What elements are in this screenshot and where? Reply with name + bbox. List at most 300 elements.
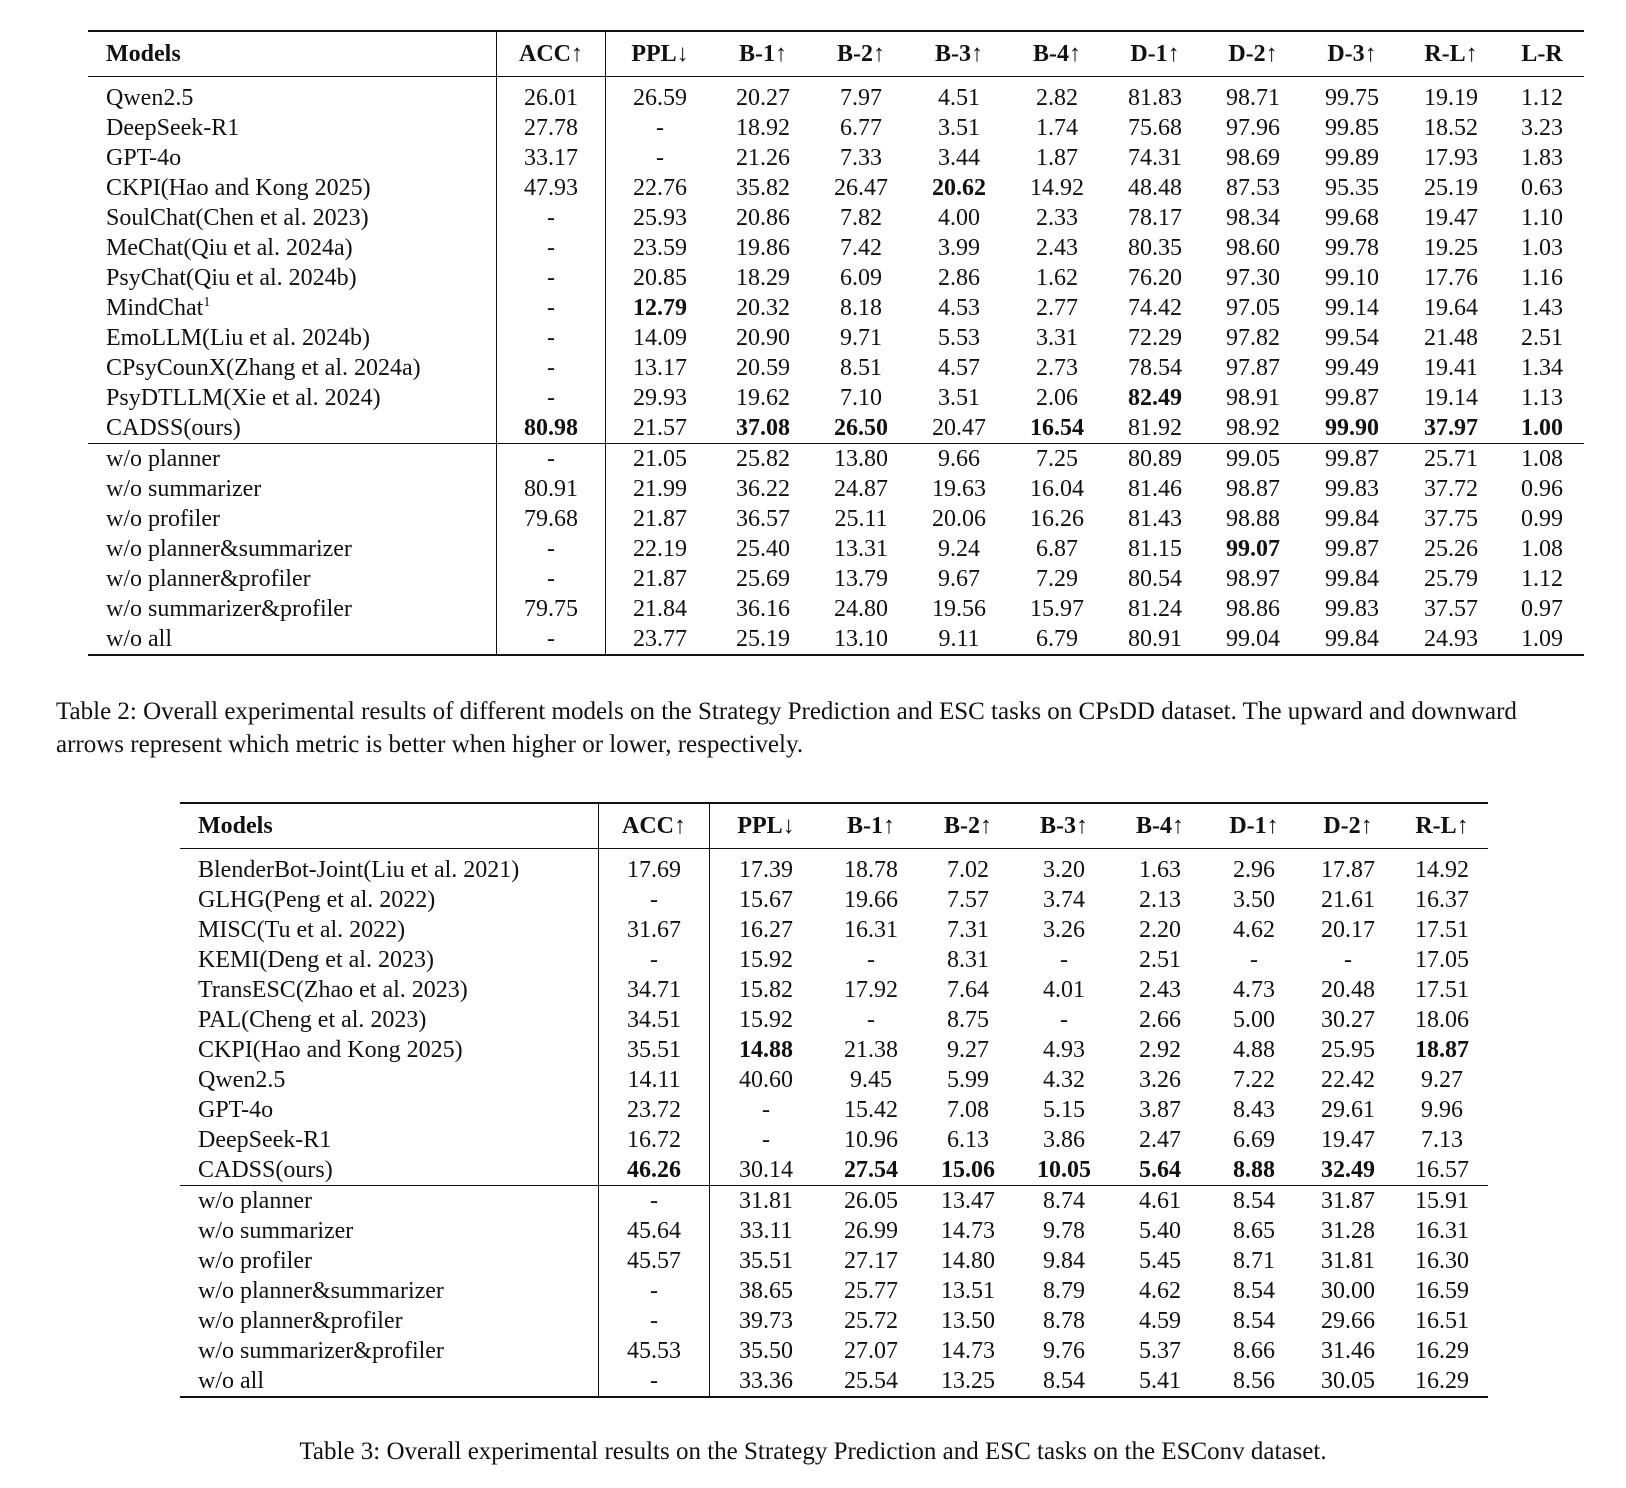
model-name-cell [88, 564, 497, 594]
model-name: GLHG(Peng et al. 2022) [198, 887, 436, 913]
metric-cell: 4.73 [1233, 977, 1275, 1003]
metric-cell: 4.00 [938, 205, 980, 231]
metric-cell: 4.32 [1043, 1067, 1085, 1093]
metric-cell: 17.87 [1321, 857, 1375, 883]
metric-cell: 3.20 [1043, 857, 1085, 883]
metric-cell: 1.12 [1521, 85, 1563, 111]
metric-cell: 26.01 [497, 77, 606, 114]
metric-cell: 14.80 [941, 1248, 995, 1274]
metric-cell: 26.50 [834, 415, 888, 441]
model-name-cell [88, 534, 497, 564]
table-row [88, 474, 1584, 504]
metric-cell: 15.97 [1030, 596, 1084, 622]
column-header: Models [88, 31, 497, 77]
metric-cell: 3.23 [1521, 115, 1563, 141]
table-row [180, 1065, 1488, 1095]
metric-cell: 87.53 [1226, 175, 1280, 201]
metric-cell: 7.31 [947, 917, 989, 943]
metric-cell: 5.37 [1139, 1338, 1181, 1364]
metric-cell: 4.57 [938, 355, 980, 381]
metric-cell: 97.96 [1226, 115, 1280, 141]
metric-cell: 13.79 [834, 566, 888, 592]
metric-cell: - [1060, 947, 1068, 973]
metric-cell: 7.82 [840, 205, 882, 231]
metric-cell: 97.82 [1226, 325, 1280, 351]
metric-cell: 80.89 [1106, 444, 1204, 475]
metric-cell: 29.61 [1321, 1097, 1375, 1123]
model-name: CKPI(Hao and Kong 2025) [106, 175, 371, 201]
metric-cell: 16.59 [1415, 1278, 1469, 1304]
model-name-cell [88, 353, 497, 383]
metric-cell: 31.81 [1321, 1248, 1375, 1274]
metric-cell: 20.85 [633, 265, 687, 291]
metric-cell: 75.68 [1128, 115, 1182, 141]
metric-cell: 79.68 [497, 504, 606, 534]
metric-cell: 4.88 [1233, 1037, 1275, 1063]
table-row [180, 1276, 1488, 1306]
metric-cell: 2.82 [1036, 85, 1078, 111]
metric-cell: 29.66 [1321, 1308, 1375, 1334]
metric-cell: 19.62 [736, 385, 790, 411]
metric-cell: 99.14 [1325, 295, 1379, 321]
metric-cell: 1.09 [1500, 624, 1584, 655]
metric-cell: 98.92 [1226, 415, 1280, 441]
table-row [88, 173, 1584, 203]
metric-cell: 46.26 [599, 1155, 710, 1186]
metric-cell: 15.42 [844, 1097, 898, 1123]
metric-cell: - [656, 145, 664, 171]
model-name-cell [88, 383, 497, 413]
metric-cell: 99.49 [1325, 355, 1379, 381]
metric-cell: 81.46 [1128, 476, 1182, 502]
metric-cell: 16.29 [1396, 1366, 1488, 1397]
metric-cell: 2.51 [1139, 947, 1181, 973]
table-row [88, 293, 1584, 323]
metric-cell: 2.20 [1139, 917, 1181, 943]
metric-cell: 7.08 [947, 1097, 989, 1123]
metric-cell: 7.13 [1421, 1127, 1463, 1153]
metric-cell: 15.82 [739, 977, 793, 1003]
metric-cell: 8.65 [1233, 1218, 1275, 1244]
metric-cell: 13.17 [633, 355, 687, 381]
metric-cell: 2.92 [1139, 1037, 1181, 1063]
metric-cell: 31.87 [1300, 1186, 1396, 1217]
metric-cell: 99.84 [1302, 624, 1402, 655]
metric-cell: 2.33 [1036, 205, 1078, 231]
metric-cell: 2.51 [1521, 325, 1563, 351]
model-name-cell [88, 413, 497, 444]
model-name-cell [180, 849, 599, 886]
metric-cell: 81.43 [1128, 506, 1182, 532]
metric-cell: 78.17 [1128, 205, 1182, 231]
metric-cell: 81.92 [1128, 415, 1182, 441]
metric-cell: 98.91 [1226, 385, 1280, 411]
metric-cell: 98.86 [1226, 596, 1280, 622]
metric-cell: 3.26 [1139, 1067, 1181, 1093]
metric-cell: 99.75 [1325, 85, 1379, 111]
metric-cell: 31.46 [1321, 1338, 1375, 1364]
metric-cell: 25.93 [633, 205, 687, 231]
table-row [180, 1246, 1488, 1276]
metric-cell: 30.05 [1300, 1366, 1396, 1397]
table-row [180, 885, 1488, 915]
metric-cell: 5.45 [1139, 1248, 1181, 1274]
metric-cell: 0.96 [1521, 476, 1563, 502]
metric-cell: - [656, 115, 664, 141]
metric-cell: 25.72 [844, 1308, 898, 1334]
metric-cell: 99.90 [1325, 415, 1379, 441]
column-header: B-3↑ [1040, 813, 1088, 839]
metric-cell: 99.10 [1325, 265, 1379, 291]
model-name-cell [180, 1306, 599, 1336]
table-row [88, 203, 1584, 233]
metric-cell: 99.84 [1325, 566, 1379, 592]
metric-cell: 2.96 [1233, 857, 1275, 883]
model-name-cell [180, 1186, 599, 1217]
column-header: PPL↓ [737, 813, 795, 839]
column-header: R-L↑ [1415, 813, 1469, 839]
model-name: KEMI(Deng et al. 2023) [198, 947, 434, 973]
metric-cell: 81.24 [1128, 596, 1182, 622]
metric-cell: 79.75 [497, 594, 606, 624]
metric-cell: 30.00 [1321, 1278, 1375, 1304]
metric-cell: 34.51 [599, 1005, 710, 1035]
metric-cell: 3.31 [1036, 325, 1078, 351]
metric-cell: 19.56 [932, 596, 986, 622]
model-name: w/o planner&summarizer [198, 1278, 444, 1304]
metric-cell: 0.99 [1521, 506, 1563, 532]
column-header: B-4↑ [1136, 813, 1184, 839]
metric-cell: 9.27 [1421, 1067, 1463, 1093]
metric-cell: 4.59 [1139, 1308, 1181, 1334]
metric-cell: - [1250, 947, 1258, 973]
metric-cell: 99.05 [1204, 444, 1302, 475]
metric-cell: 37.72 [1424, 476, 1478, 502]
metric-cell: 21.99 [633, 476, 687, 502]
metric-cell: 25.19 [1424, 175, 1478, 201]
table-row [180, 1095, 1488, 1125]
metric-cell: 5.40 [1139, 1218, 1181, 1244]
table-row [180, 1186, 1488, 1217]
table-row [180, 1035, 1488, 1065]
metric-cell: 31.28 [1321, 1218, 1375, 1244]
metric-cell: 97.05 [1226, 295, 1280, 321]
metric-cell: 98.60 [1226, 235, 1280, 261]
model-name-cell [180, 1035, 599, 1065]
model-name: w/o planner&profiler [198, 1308, 403, 1334]
metric-cell: 26.47 [834, 175, 888, 201]
metric-cell: - [599, 1186, 710, 1217]
metric-cell: 20.90 [736, 325, 790, 351]
metric-cell: 14.88 [739, 1037, 793, 1063]
metric-cell: 13.51 [941, 1278, 995, 1304]
metric-cell: - [599, 885, 710, 915]
model-name-cell [88, 77, 497, 114]
metric-cell: 4.53 [938, 295, 980, 321]
metric-cell: 7.29 [1036, 566, 1078, 592]
metric-cell: 99.84 [1325, 506, 1379, 532]
table-3 [180, 802, 1488, 1398]
model-name-cell [88, 203, 497, 233]
metric-cell: - [497, 564, 606, 594]
metric-cell: 21.26 [736, 145, 790, 171]
metric-cell: 25.40 [736, 536, 790, 562]
metric-cell: 4.62 [1139, 1278, 1181, 1304]
metric-cell: 1.87 [1036, 145, 1078, 171]
metric-cell: 7.97 [840, 85, 882, 111]
metric-cell: - [599, 1276, 710, 1306]
table-row [88, 233, 1584, 263]
model-name-cell [88, 113, 497, 143]
metric-cell: 8.75 [947, 1007, 989, 1033]
model-name: DeepSeek-R1 [106, 115, 240, 141]
metric-cell: 21.87 [633, 506, 687, 532]
model-name: BlenderBot-Joint(Liu et al. 2021) [198, 857, 520, 883]
table2-caption: Table 2: Overall experimental results of different models on the Strategy Prediction and ESC tasks on CPsDD dataset. The upward and downward arrows represent which metric is better when higher or lower, respectively. [56, 698, 1517, 758]
metric-cell: 6.79 [1008, 624, 1106, 655]
metric-cell: 3.87 [1139, 1097, 1181, 1123]
metric-cell: 80.98 [497, 413, 606, 444]
metric-cell: 22.76 [633, 175, 687, 201]
metric-cell: 20.62 [932, 175, 986, 201]
metric-cell: 36.22 [736, 476, 790, 502]
metric-cell: 98.34 [1226, 205, 1280, 231]
model-name-cell [88, 594, 497, 624]
model-name: w/o planner&profiler [106, 566, 311, 592]
model-name-cell [180, 1125, 599, 1155]
metric-cell: - [497, 233, 606, 263]
metric-cell: 3.44 [938, 145, 980, 171]
column-header: B-2↑ [837, 41, 885, 67]
model-name: w/o planner [106, 446, 220, 472]
metric-cell: 17.51 [1415, 977, 1469, 1003]
model-name-cell [180, 1155, 599, 1186]
ablation-group [88, 444, 1584, 656]
metric-cell: 9.24 [938, 536, 980, 562]
metric-cell: 37.57 [1424, 596, 1478, 622]
metric-cell: 98.87 [1226, 476, 1280, 502]
metric-cell: 21.38 [844, 1037, 898, 1063]
metric-cell: 15.91 [1396, 1186, 1488, 1217]
metric-cell: 4.51 [938, 85, 980, 111]
metric-cell: 2.43 [1036, 235, 1078, 261]
metric-cell: 7.42 [840, 235, 882, 261]
metric-cell: 7.02 [947, 857, 989, 883]
metric-cell: 35.51 [599, 1035, 710, 1065]
metric-cell: 1.13 [1521, 385, 1563, 411]
metric-cell: 76.20 [1128, 265, 1182, 291]
metric-cell: 40.60 [739, 1067, 793, 1093]
model-name-cell [88, 444, 497, 475]
column-header: B-2↑ [944, 813, 992, 839]
metric-cell: 27.78 [497, 113, 606, 143]
table-row [88, 444, 1584, 475]
model-name: CADSS(ours) [106, 415, 241, 441]
metric-cell: 21.84 [633, 596, 687, 622]
table-row [88, 383, 1584, 413]
metric-cell: 23.77 [606, 624, 715, 655]
metric-cell: 25.79 [1424, 566, 1478, 592]
model-name: MeChat(Qiu et al. 2024a) [106, 235, 353, 261]
metric-cell: 8.88 [1233, 1157, 1275, 1183]
model-name: Qwen2.5 [106, 85, 194, 111]
model-name: w/o profiler [198, 1248, 312, 1274]
metric-cell: 16.54 [1030, 415, 1084, 441]
metric-cell: - [867, 1007, 875, 1033]
metric-cell: 4.01 [1043, 977, 1085, 1003]
metric-cell: 20.27 [736, 85, 790, 111]
metric-cell: 7.57 [947, 887, 989, 913]
table-row [180, 1336, 1488, 1366]
metric-cell: 99.68 [1325, 205, 1379, 231]
metric-cell: 18.52 [1424, 115, 1478, 141]
metric-cell: 15.92 [739, 1007, 793, 1033]
main-results-group [88, 77, 1584, 444]
metric-cell: 3.86 [1043, 1127, 1085, 1153]
model-name: w/o profiler [106, 506, 220, 532]
metric-cell: 8.54 [1233, 1308, 1275, 1334]
metric-cell: 98.71 [1226, 85, 1280, 111]
model-name: DeepSeek-R1 [198, 1127, 332, 1153]
metric-cell: 36.16 [736, 596, 790, 622]
metric-cell: 24.80 [834, 596, 888, 622]
metric-cell: 99.83 [1325, 476, 1379, 502]
table3-caption: Table 3: Overall experimental results on the Strategy Prediction and ESC tasks on the ESConv dataset. [299, 1438, 1327, 1465]
metric-cell: 80.54 [1128, 566, 1182, 592]
metric-cell: 99.54 [1325, 325, 1379, 351]
metric-cell: 2.86 [938, 265, 980, 291]
metric-cell: 21.05 [606, 444, 715, 475]
metric-cell: 15.92 [739, 947, 793, 973]
table-row [180, 849, 1488, 886]
metric-cell: 1.43 [1521, 295, 1563, 321]
metric-cell: 45.57 [599, 1246, 710, 1276]
metric-cell: 35.82 [736, 175, 790, 201]
metric-cell: 37.75 [1424, 506, 1478, 532]
table-row [88, 323, 1584, 353]
metric-cell: 2.66 [1139, 1007, 1181, 1033]
metric-cell: 19.14 [1424, 385, 1478, 411]
metric-cell: - [497, 203, 606, 233]
table-row [180, 945, 1488, 975]
metric-cell: 80.35 [1128, 235, 1182, 261]
model-name: MindChat [106, 295, 204, 321]
model-name: w/o summarizer [198, 1218, 354, 1244]
metric-cell: 18.87 [1415, 1037, 1469, 1063]
metric-cell: 6.09 [840, 265, 882, 291]
metric-cell: 20.59 [736, 355, 790, 381]
metric-cell: 74.42 [1128, 295, 1182, 321]
metric-cell: - [497, 534, 606, 564]
model-name-cell [88, 504, 497, 534]
metric-cell: 0.97 [1521, 596, 1563, 622]
metric-cell: 13.80 [812, 444, 910, 475]
column-header: ACC↑ [599, 803, 710, 849]
model-name-cell [180, 1095, 599, 1125]
metric-cell: 13.50 [941, 1308, 995, 1334]
metric-cell: 14.11 [599, 1065, 710, 1095]
model-name-cell [88, 143, 497, 173]
column-header: D-2↑ [1228, 41, 1278, 67]
metric-cell: 5.99 [947, 1067, 989, 1093]
metric-cell: 17.76 [1424, 265, 1478, 291]
metric-cell: - [762, 1127, 770, 1153]
metric-cell: 13.31 [834, 536, 888, 562]
model-name: Qwen2.5 [198, 1067, 286, 1093]
metric-cell: 18.06 [1415, 1007, 1469, 1033]
table-row [180, 915, 1488, 945]
metric-cell: - [497, 353, 606, 383]
table-row [88, 504, 1584, 534]
model-name-cell [88, 173, 497, 203]
metric-cell: 4.93 [1043, 1037, 1085, 1063]
metric-cell: 21.87 [633, 566, 687, 592]
metric-cell: 97.30 [1226, 265, 1280, 291]
main-results-group [180, 849, 1488, 1186]
metric-cell: 1.08 [1521, 536, 1563, 562]
metric-cell: 4.61 [1112, 1186, 1208, 1217]
metric-cell: 5.15 [1043, 1097, 1085, 1123]
header-row [180, 803, 1488, 849]
metric-cell: 8.79 [1043, 1278, 1085, 1304]
metric-cell: 37.97 [1424, 415, 1478, 441]
model-name: GPT-4o [198, 1097, 274, 1123]
column-header: B-1↑ [847, 813, 895, 839]
metric-cell: 1.12 [1521, 566, 1563, 592]
metric-cell: 24.87 [834, 476, 888, 502]
metric-cell: 9.76 [1043, 1338, 1085, 1364]
table-row [88, 413, 1584, 444]
metric-cell: 35.51 [739, 1248, 793, 1274]
metric-cell: 7.25 [1008, 444, 1106, 475]
metric-cell: - [599, 1366, 710, 1397]
metric-cell: 8.66 [1233, 1338, 1275, 1364]
metric-cell: 25.54 [822, 1366, 920, 1397]
metric-cell: 1.16 [1521, 265, 1563, 291]
table-row [88, 113, 1584, 143]
metric-cell: 25.19 [714, 624, 812, 655]
model-name-cell [88, 233, 497, 263]
model-name: TransESC(Zhao et al. 2023) [198, 977, 468, 1003]
metric-cell: 16.29 [1415, 1338, 1469, 1364]
table-row [88, 353, 1584, 383]
table-row [180, 1366, 1488, 1397]
metric-cell: 1.08 [1500, 444, 1584, 475]
table-row [180, 975, 1488, 1005]
metric-cell: 8.18 [840, 295, 882, 321]
metric-cell: 9.67 [938, 566, 980, 592]
metric-cell: 6.77 [840, 115, 882, 141]
metric-cell: 33.17 [497, 143, 606, 173]
table-row [88, 143, 1584, 173]
metric-cell: 80.91 [497, 474, 606, 504]
metric-cell: - [497, 323, 606, 353]
metric-cell: 8.78 [1043, 1308, 1085, 1334]
column-header: D-3↑ [1327, 41, 1377, 67]
table-row [88, 564, 1584, 594]
metric-cell: 99.83 [1325, 596, 1379, 622]
metric-cell: 13.47 [920, 1186, 1016, 1217]
metric-cell: - [599, 1306, 710, 1336]
model-name: w/o summarizer&profiler [198, 1338, 444, 1364]
metric-cell: 25.26 [1424, 536, 1478, 562]
model-name-cell [180, 885, 599, 915]
model-name-cell [88, 323, 497, 353]
metric-cell: 25.11 [834, 506, 888, 532]
column-header: Models [180, 803, 599, 849]
metric-cell: 0.63 [1521, 175, 1563, 201]
column-header: ACC↑ [497, 31, 606, 77]
